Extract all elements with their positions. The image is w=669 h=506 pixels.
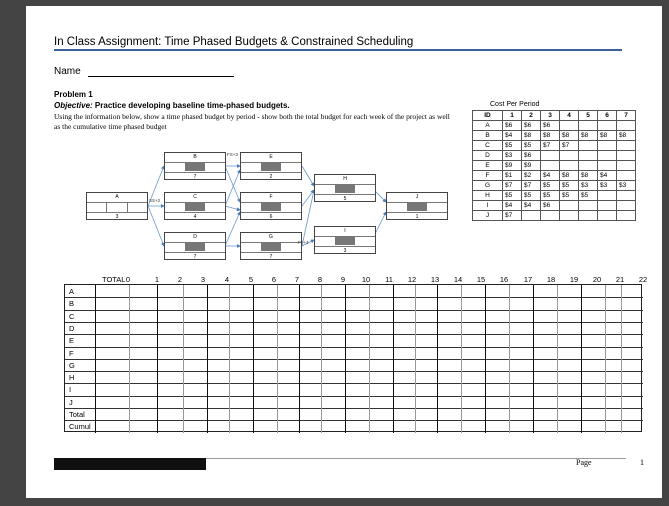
cost-cell — [598, 201, 617, 211]
node-d-duration: 7 — [193, 254, 197, 260]
cost-table-header — [473, 111, 636, 121]
grid-column-number: 22 — [638, 275, 648, 284]
cost-cell: $5 — [560, 181, 579, 191]
node-c-id: C — [165, 193, 225, 203]
cost-row-id: I — [473, 201, 503, 211]
cost-table-row — [473, 151, 636, 161]
page-title: In Class Assignment: Time Phased Budgets & Constrained Scheduling — [54, 36, 414, 48]
grid-column-number: 21 — [615, 275, 625, 284]
cost-cell — [579, 141, 598, 151]
grid-column-number: 3 — [200, 275, 206, 284]
cost-cell — [560, 161, 579, 171]
node-c-duration: 4 — [193, 214, 197, 220]
cost-cell — [598, 191, 617, 201]
cost-cell: $2 — [522, 171, 541, 181]
cost-cell — [579, 121, 598, 131]
cost-cell: $8 — [579, 171, 598, 181]
grid-column-number: 5 — [248, 275, 254, 284]
cost-cell: $4 — [522, 201, 541, 211]
grid-row-label: G — [69, 360, 75, 370]
cost-table-row — [473, 201, 636, 211]
cost-cell: $5 — [560, 191, 579, 201]
instructions: Using the information below, show a time phased budget by period - show both the total budget for each week of the project as well as the cumulative time phased budget — [54, 112, 450, 131]
cost-cell: $8 — [598, 131, 617, 141]
cost-table-row — [473, 171, 636, 181]
node-g-id: G — [241, 233, 301, 243]
cost-cell: $8 — [579, 131, 598, 141]
cost-cell — [560, 201, 579, 211]
grid-column-number: 16 — [499, 275, 509, 284]
cost-cell — [560, 211, 579, 221]
grid-column-line — [509, 285, 510, 433]
cost-table-title: Cost Per Period — [490, 101, 540, 108]
cost-cell: $4 — [598, 171, 617, 181]
cost-header-cell: 2 — [522, 111, 541, 121]
cost-cell: $8 — [522, 131, 541, 141]
grid-column-number: 2 — [177, 275, 183, 284]
node-h-duration: 5 — [343, 196, 347, 202]
grid-column-line — [533, 285, 534, 433]
cost-cell: $1 — [503, 171, 522, 181]
cost-table-row — [473, 161, 636, 171]
cost-cell: $7 — [560, 141, 579, 151]
cost-row-id: E — [473, 161, 503, 171]
node-f-id: F — [241, 193, 301, 203]
node-j-duration: 1 — [415, 214, 419, 220]
cost-cell: $8 — [617, 131, 636, 141]
cost-cell: $3 — [503, 151, 522, 161]
cost-cell — [617, 161, 636, 171]
cost-header-cell: 4 — [560, 111, 579, 121]
grid-column-number: 6 — [271, 275, 277, 284]
cost-header-cell: 7 — [617, 111, 636, 121]
node-a — [86, 192, 148, 220]
cost-cell: $5 — [541, 191, 560, 201]
cost-table-row — [473, 181, 636, 191]
cost-cell: $5 — [579, 191, 598, 201]
arrow-c-f — [225, 206, 240, 210]
cost-cell: $8 — [560, 171, 579, 181]
grid-total-header: TOTAL — [102, 275, 126, 284]
cost-cell: $9 — [503, 161, 522, 171]
cost-cell: $7 — [503, 211, 522, 221]
grid-column-line — [581, 285, 582, 433]
cost-table-row — [473, 191, 636, 201]
node-h — [314, 174, 376, 202]
grid-column-line — [393, 285, 394, 433]
cost-header-cell: 5 — [579, 111, 598, 121]
grid-column-line — [299, 285, 300, 433]
cost-cell: $5 — [503, 191, 522, 201]
cost-cell — [541, 161, 560, 171]
document-page — [26, 6, 662, 498]
cost-cell — [598, 151, 617, 161]
cost-cell — [617, 191, 636, 201]
grid-column-line — [369, 285, 370, 433]
cost-cell — [617, 171, 636, 181]
cost-header-cell: ID — [473, 111, 503, 121]
cost-cell — [598, 121, 617, 131]
cost-cell — [560, 151, 579, 161]
cost-cell: $3 — [617, 181, 636, 191]
grid-column-number: 10 — [361, 275, 371, 284]
cost-table-row — [473, 131, 636, 141]
node-i — [314, 226, 376, 254]
cost-cell: $3 — [579, 181, 598, 191]
grid-column-line — [207, 285, 208, 433]
arrow-d-f — [225, 212, 240, 246]
node-e — [240, 152, 302, 180]
grid-column-line — [95, 285, 96, 433]
grid-column-number: 15 — [476, 275, 486, 284]
grid-row-label: C — [69, 311, 75, 321]
cost-cell — [541, 151, 560, 161]
grid-column-line — [485, 285, 486, 433]
cost-cell: $4 — [503, 131, 522, 141]
cost-cell — [617, 121, 636, 131]
cost-cell — [617, 211, 636, 221]
cost-table-row — [473, 121, 636, 131]
grid-column-line — [183, 285, 184, 433]
grid-column-number: 18 — [546, 275, 556, 284]
node-b — [164, 152, 226, 180]
node-f-duration: 6 — [269, 214, 273, 220]
footer-bar — [54, 458, 206, 470]
cost-cell: $5 — [541, 181, 560, 191]
node-d-id: D — [165, 233, 225, 243]
node-a-duration: 3 — [115, 214, 119, 220]
cost-cell: $6 — [503, 121, 522, 131]
grid-column-number: 12 — [407, 275, 417, 284]
cost-row-id: G — [473, 181, 503, 191]
grid-column-number: 1 — [154, 275, 160, 284]
cost-cell: $5 — [503, 141, 522, 151]
node-i-duration: 3 — [343, 248, 347, 254]
cost-cell: $7 — [503, 181, 522, 191]
budget-grid — [64, 284, 642, 432]
cost-row-id: C — [473, 141, 503, 151]
cost-cell: $4 — [541, 171, 560, 181]
grid-column-line — [157, 285, 158, 433]
grid-column-number: 0 — [125, 275, 131, 284]
cost-header-cell: 6 — [598, 111, 617, 121]
cost-cell: $7 — [522, 181, 541, 191]
cost-row-id: B — [473, 131, 503, 141]
cost-cell — [579, 151, 598, 161]
grid-row-label: I — [69, 385, 72, 395]
cost-row-id: F — [473, 171, 503, 181]
cost-header-cell: 3 — [541, 111, 560, 121]
node-b-id: B — [165, 153, 225, 163]
cost-cell: $7 — [541, 141, 560, 151]
cost-cell: $6 — [541, 121, 560, 131]
arrow-b-f — [225, 166, 240, 202]
cost-cell — [598, 141, 617, 151]
grid-row-label: D — [69, 323, 75, 333]
grid-column-number: 13 — [430, 275, 440, 284]
grid-row-label: Cumul — [69, 422, 91, 432]
cost-cell — [579, 201, 598, 211]
grid-column-number: 7 — [294, 275, 300, 284]
node-c — [164, 192, 226, 220]
cost-cell — [617, 151, 636, 161]
page-label: Page — [576, 458, 592, 467]
node-d — [164, 232, 226, 260]
cost-cell — [579, 161, 598, 171]
grid-row-label: J — [69, 397, 73, 407]
grid-column-number: 8 — [317, 275, 323, 284]
grid-column-number: 19 — [569, 275, 579, 284]
cost-table-row — [473, 141, 636, 151]
node-b-duration: 7 — [193, 174, 197, 180]
node-g — [240, 232, 302, 260]
cost-per-period-table — [472, 110, 636, 221]
cost-cell: $8 — [541, 131, 560, 141]
cost-cell: $6 — [522, 121, 541, 131]
grid-column-line — [345, 285, 346, 433]
grid-column-number: 4 — [224, 275, 230, 284]
cost-cell: $5 — [522, 191, 541, 201]
cost-cell: $4 — [503, 201, 522, 211]
grid-column-line — [277, 285, 278, 433]
grid-row-label: E — [69, 336, 75, 346]
grid-column-line — [415, 285, 416, 433]
grid-column-line — [437, 285, 438, 433]
grid-column-number: 20 — [592, 275, 602, 284]
grid-column-line — [557, 285, 558, 433]
name-label: Name — [54, 66, 81, 77]
footer-rule — [206, 458, 626, 459]
cost-table-row — [473, 211, 636, 221]
problem-heading: Problem 1 — [54, 90, 93, 99]
cost-row-id: H — [473, 191, 503, 201]
page-number: 1 — [640, 458, 644, 467]
cost-cell: $3 — [598, 181, 617, 191]
dep-label-fs3: FS+3 — [227, 152, 238, 157]
grid-row-label: Total — [69, 410, 85, 419]
arrow-e-h — [302, 166, 314, 186]
node-f — [240, 192, 302, 220]
arrow-a-d — [148, 206, 164, 246]
node-j — [386, 192, 448, 220]
cost-cell — [579, 211, 598, 221]
node-a-id: A — [87, 193, 147, 203]
grid-column-line — [229, 285, 230, 433]
grid-column-number: 11 — [385, 275, 393, 284]
grid-column-line — [621, 285, 622, 433]
cost-cell — [598, 211, 617, 221]
cost-row-id: J — [473, 211, 503, 221]
grid-column-number: 9 — [340, 275, 346, 284]
dep-label-ff4: FF+4 — [298, 240, 309, 245]
cost-cell — [617, 141, 636, 151]
grid-row-label: F — [69, 348, 74, 358]
grid-row-label: A — [69, 287, 75, 296]
grid-row-label: B — [69, 299, 75, 309]
cost-cell: $9 — [522, 161, 541, 171]
cost-cell: $6 — [541, 201, 560, 211]
grid-row-label: H — [69, 373, 75, 383]
objective-text: Practice developing baseline time-phased budgets. — [94, 101, 290, 110]
cost-header-cell: 1 — [503, 111, 522, 121]
dep-label-ss2: SS+2 — [149, 198, 161, 203]
node-j-id: J — [387, 193, 447, 203]
grid-column-line — [605, 285, 606, 433]
grid-column-line — [461, 285, 462, 433]
cost-row-id: D — [473, 151, 503, 161]
node-g-duration: 7 — [269, 254, 273, 260]
node-e-duration: 2 — [269, 174, 273, 180]
cost-cell — [522, 211, 541, 221]
cost-cell: $5 — [522, 141, 541, 151]
node-e-id: E — [241, 153, 301, 163]
node-h-id: H — [315, 175, 375, 185]
node-i-id: I — [315, 227, 375, 237]
arrow-c-e — [225, 170, 240, 206]
grid-column-line — [321, 285, 322, 433]
grid-column-number: 14 — [453, 275, 463, 284]
cost-cell — [598, 161, 617, 171]
cost-cell — [541, 211, 560, 221]
grid-column-number: 17 — [523, 275, 533, 284]
cost-cell: $6 — [522, 151, 541, 161]
grid-column-line — [129, 285, 130, 433]
objective-label: Objective: — [54, 101, 93, 110]
grid-column-line — [253, 285, 254, 433]
cost-cell — [560, 121, 579, 131]
cost-row-id: A — [473, 121, 503, 131]
cost-cell: $8 — [560, 131, 579, 141]
cost-cell — [617, 201, 636, 211]
